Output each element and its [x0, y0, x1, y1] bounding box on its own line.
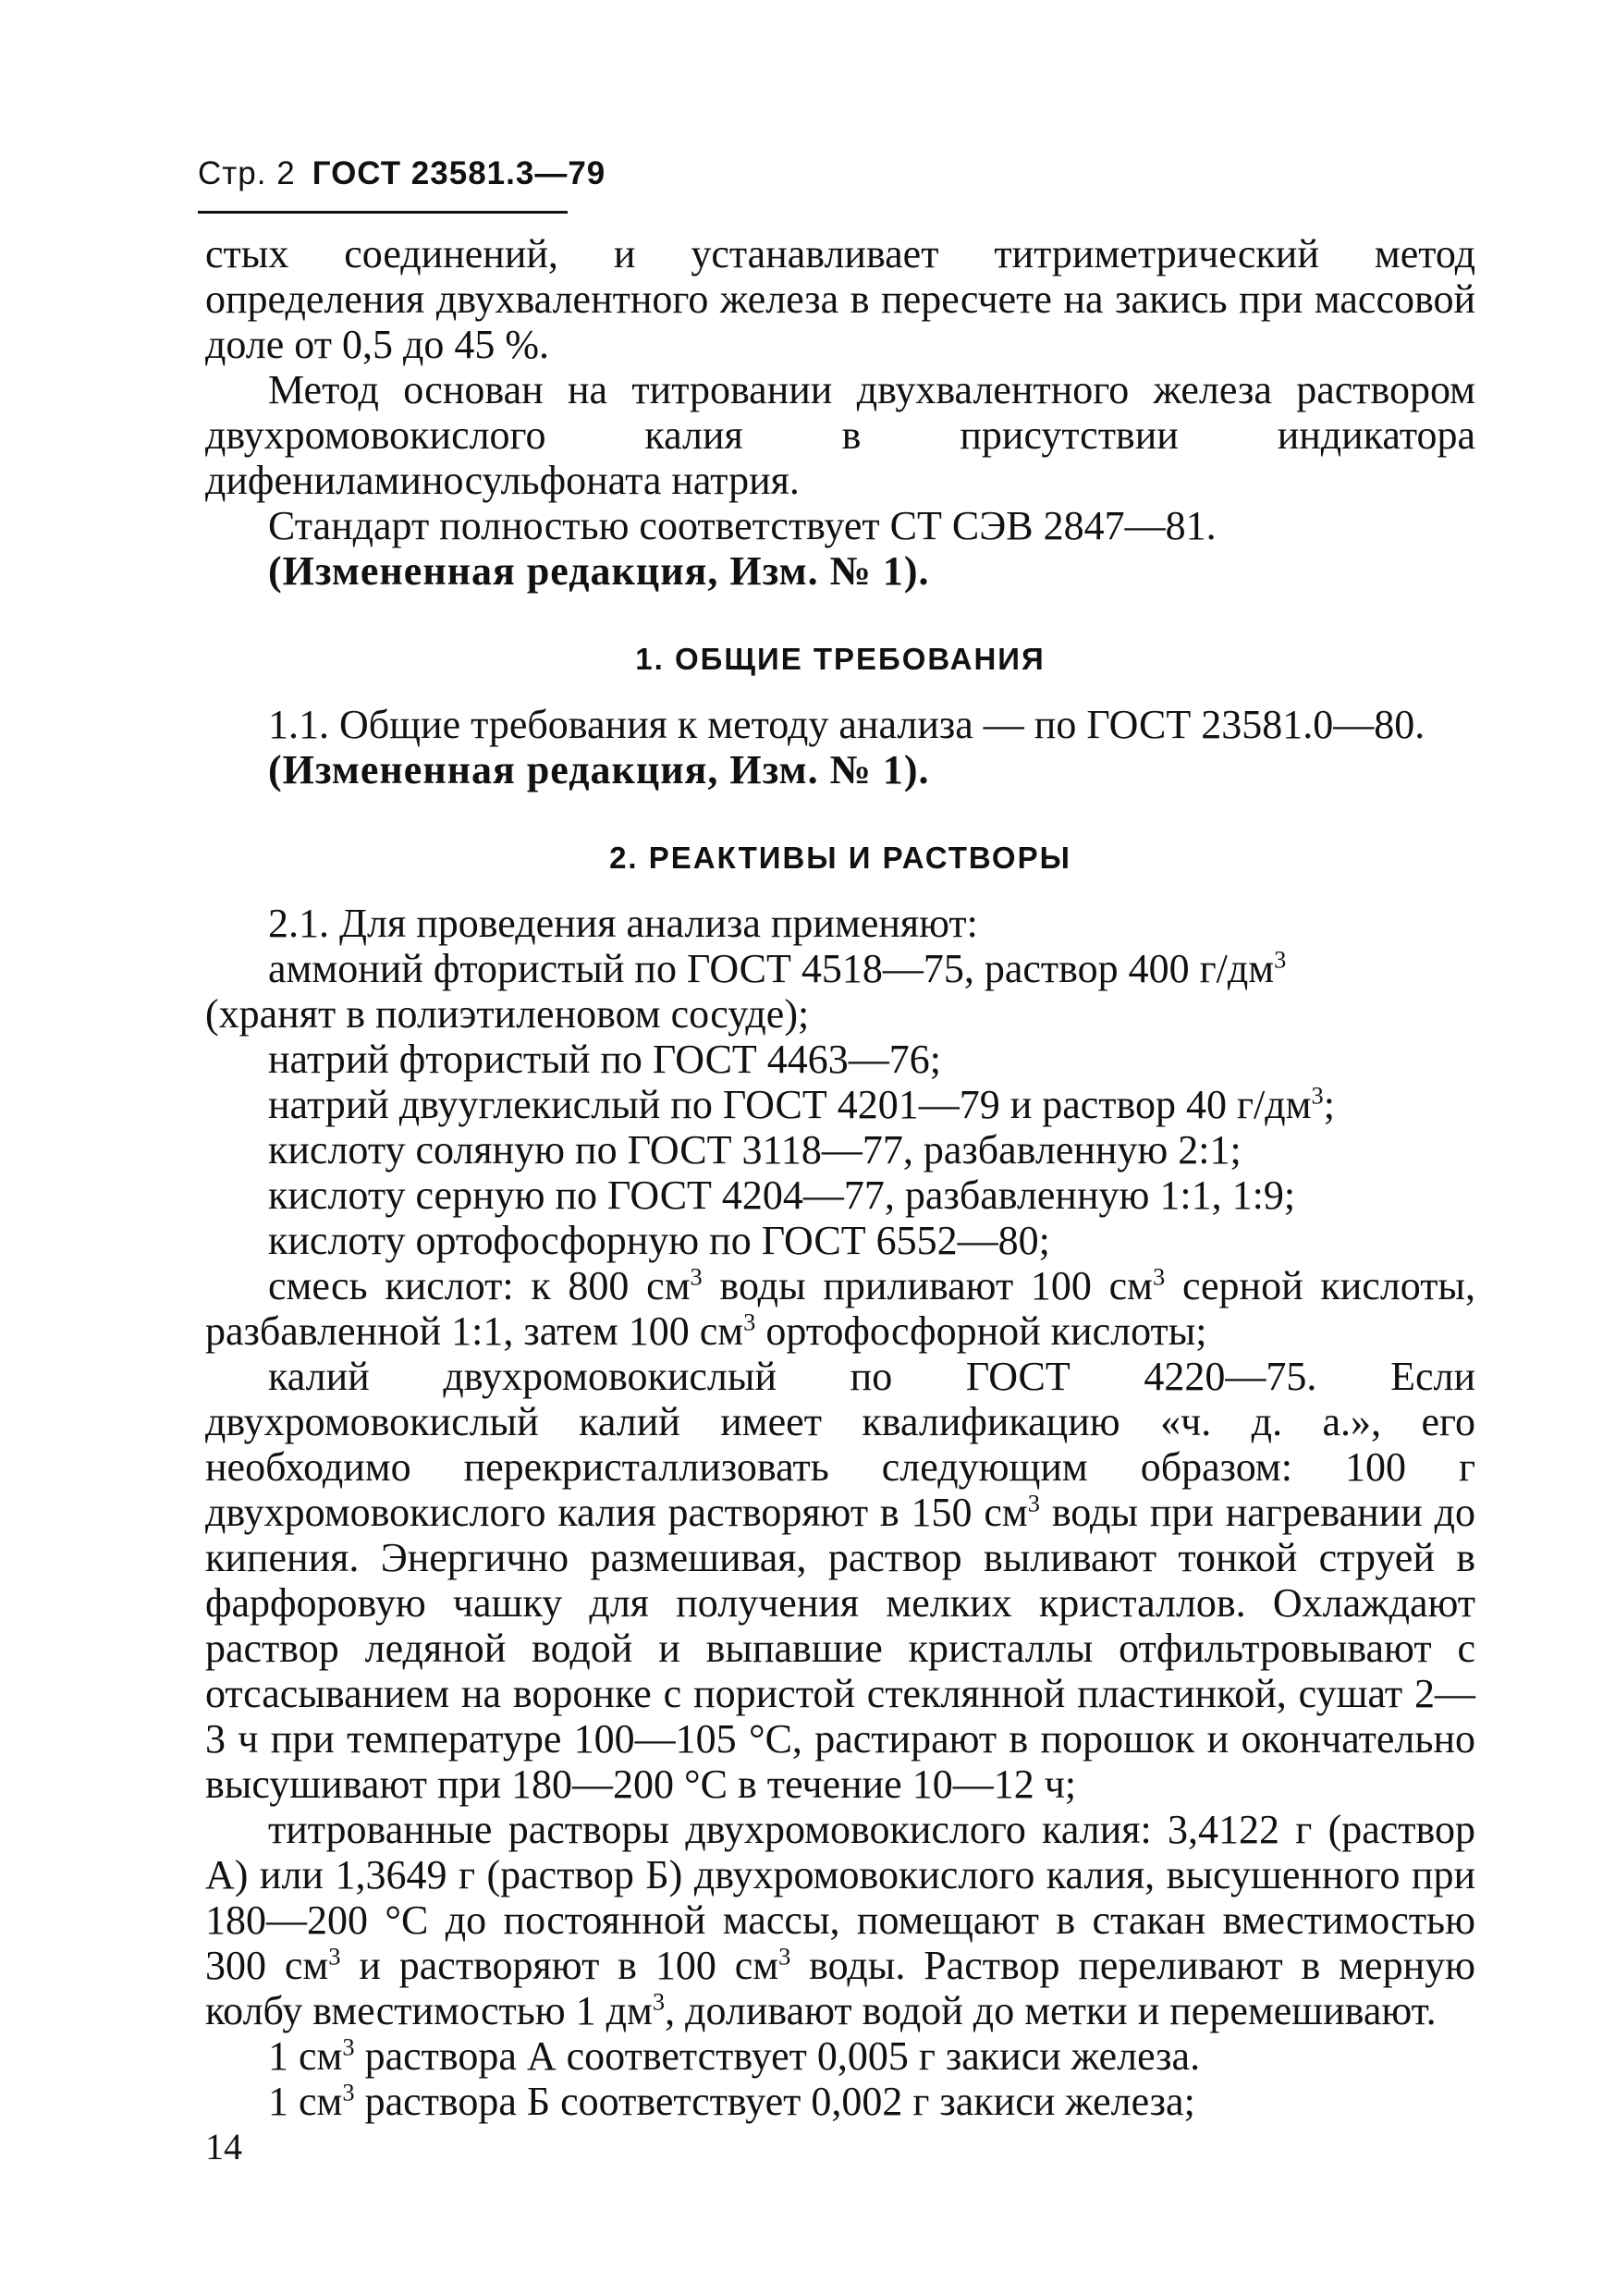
reagent-item: кислоту соляную по ГОСТ 3118—77, разбавленную 2:1;: [268, 1127, 1242, 1173]
section-heading-2: 2. РЕАКТИВЫ И РАСТВОРЫ: [609, 841, 1071, 875]
method-paragraph: Метод основан на титровании двухвалентного железа раствором двухромовокислого калия в присутствии индикатора дифениламиносульфоната натрия.: [205, 367, 1475, 503]
page-label: Стр. 2: [198, 155, 296, 191]
page-header: [198, 155, 606, 192]
reagent-item: смесь кислот: к 800 $см^3$ воды приливают 100 $см^3$ серной кислоты, разбавленной 1:1, затем 100 $см^3$ ортофосфорной кислоты;: [205, 1262, 1475, 1354]
reagent-item: натрий двууглекислый по ГОСТ 4201—79 и раствор 40 $г/дм^3$;: [268, 1081, 1335, 1127]
standard-number: ГОСТ 23581.3—79: [312, 155, 606, 191]
equivalence-b: 1 $см^3$ раствора Б соответствует 0,002 г закиси железа;: [268, 2078, 1195, 2124]
reagent-item: кислоту ортофосфорную по ГОСТ 6552—80;: [268, 1218, 1050, 1263]
clause-2-1: 2.1. Для проведения анализа применяют:: [268, 901, 978, 946]
reagent-item: натрий фтористый по ГОСТ 4463—76;: [268, 1037, 942, 1082]
reagent-item: кислоту серную по ГОСТ 4204—77, разбавленную 1:1, 1:9;: [268, 1173, 1296, 1218]
reagent-item: калий двухромовокислый по ГОСТ 4220—75. Если двухромовокислый калий имеет квалификацию «ч. д. а.», его необходимо перекристаллизовать следующим образом: 100 г двухромовокислого калия растворяют в 150 $см^3$ воды при нагревании до кипения. Энергично размешивая, раствор выливают тонкой струей в фарфоровую чашку для получения мелких кристаллов. Охлаждают раствор ледяной водой и выпавшие кристаллы отфильтровывают с отсасыванием на воронке с пористой стеклянной пластинкой, сушат 2—3 ч при температуре 100—105 °С, растирают в порошок и окончательно высушивают при 180—200 °С в течение 10—12 ч;: [205, 1354, 1475, 1807]
reagent-item-cont: (хранят в полиэтиленовом сосуде);: [205, 991, 810, 1037]
intro-paragraph: стых соединений, и устанавливает титриметрический метод определения двухвалентного железа в пересчете на закись при массовой доле от 0,5 до 45 %.: [205, 231, 1475, 367]
equivalence-a: 1 $см^3$ раствора А соответствует 0,005 г закиси железа.: [268, 2032, 1201, 2079]
compliance-paragraph: Стандарт полностью соответствует СТ СЭВ 2847—81.: [268, 503, 1217, 548]
amendment-note: (Измененная редакция, Изм. № 1).: [268, 548, 930, 594]
clause-1-1: 1.1. Общие требования к методу анализа — по ГОСТ 23581.0—80.: [268, 702, 1425, 747]
document-body: [205, 231, 1475, 2124]
reagent-item: аммоний фтористый по ГОСТ 4518—75, раствор 400 $г/дм^3$: [268, 945, 1287, 991]
section-heading-1: 1. ОБЩИЕ ТРЕБОВАНИЯ: [635, 642, 1046, 676]
amendment-note: (Измененная редакция, Изм. № 1).: [268, 747, 930, 792]
header-rule: [198, 211, 568, 214]
page-number: 14: [205, 2126, 242, 2167]
reagent-item: титрованные растворы двухромовокислого калия: 3,4122 г (раствор А) или 1,3649 г (раствор Б) двухромовокислого калия, высушенного при 180—200 °С до постоянной массы, помещают в стакан вместимостью 300 $см^3$ и растворяют в 100 $см^3$ воды. Раствор переливают в мерную колбу вместимостью 1 $дм^3$, доливают водой до метки и перемешивают.: [205, 1807, 1476, 2033]
